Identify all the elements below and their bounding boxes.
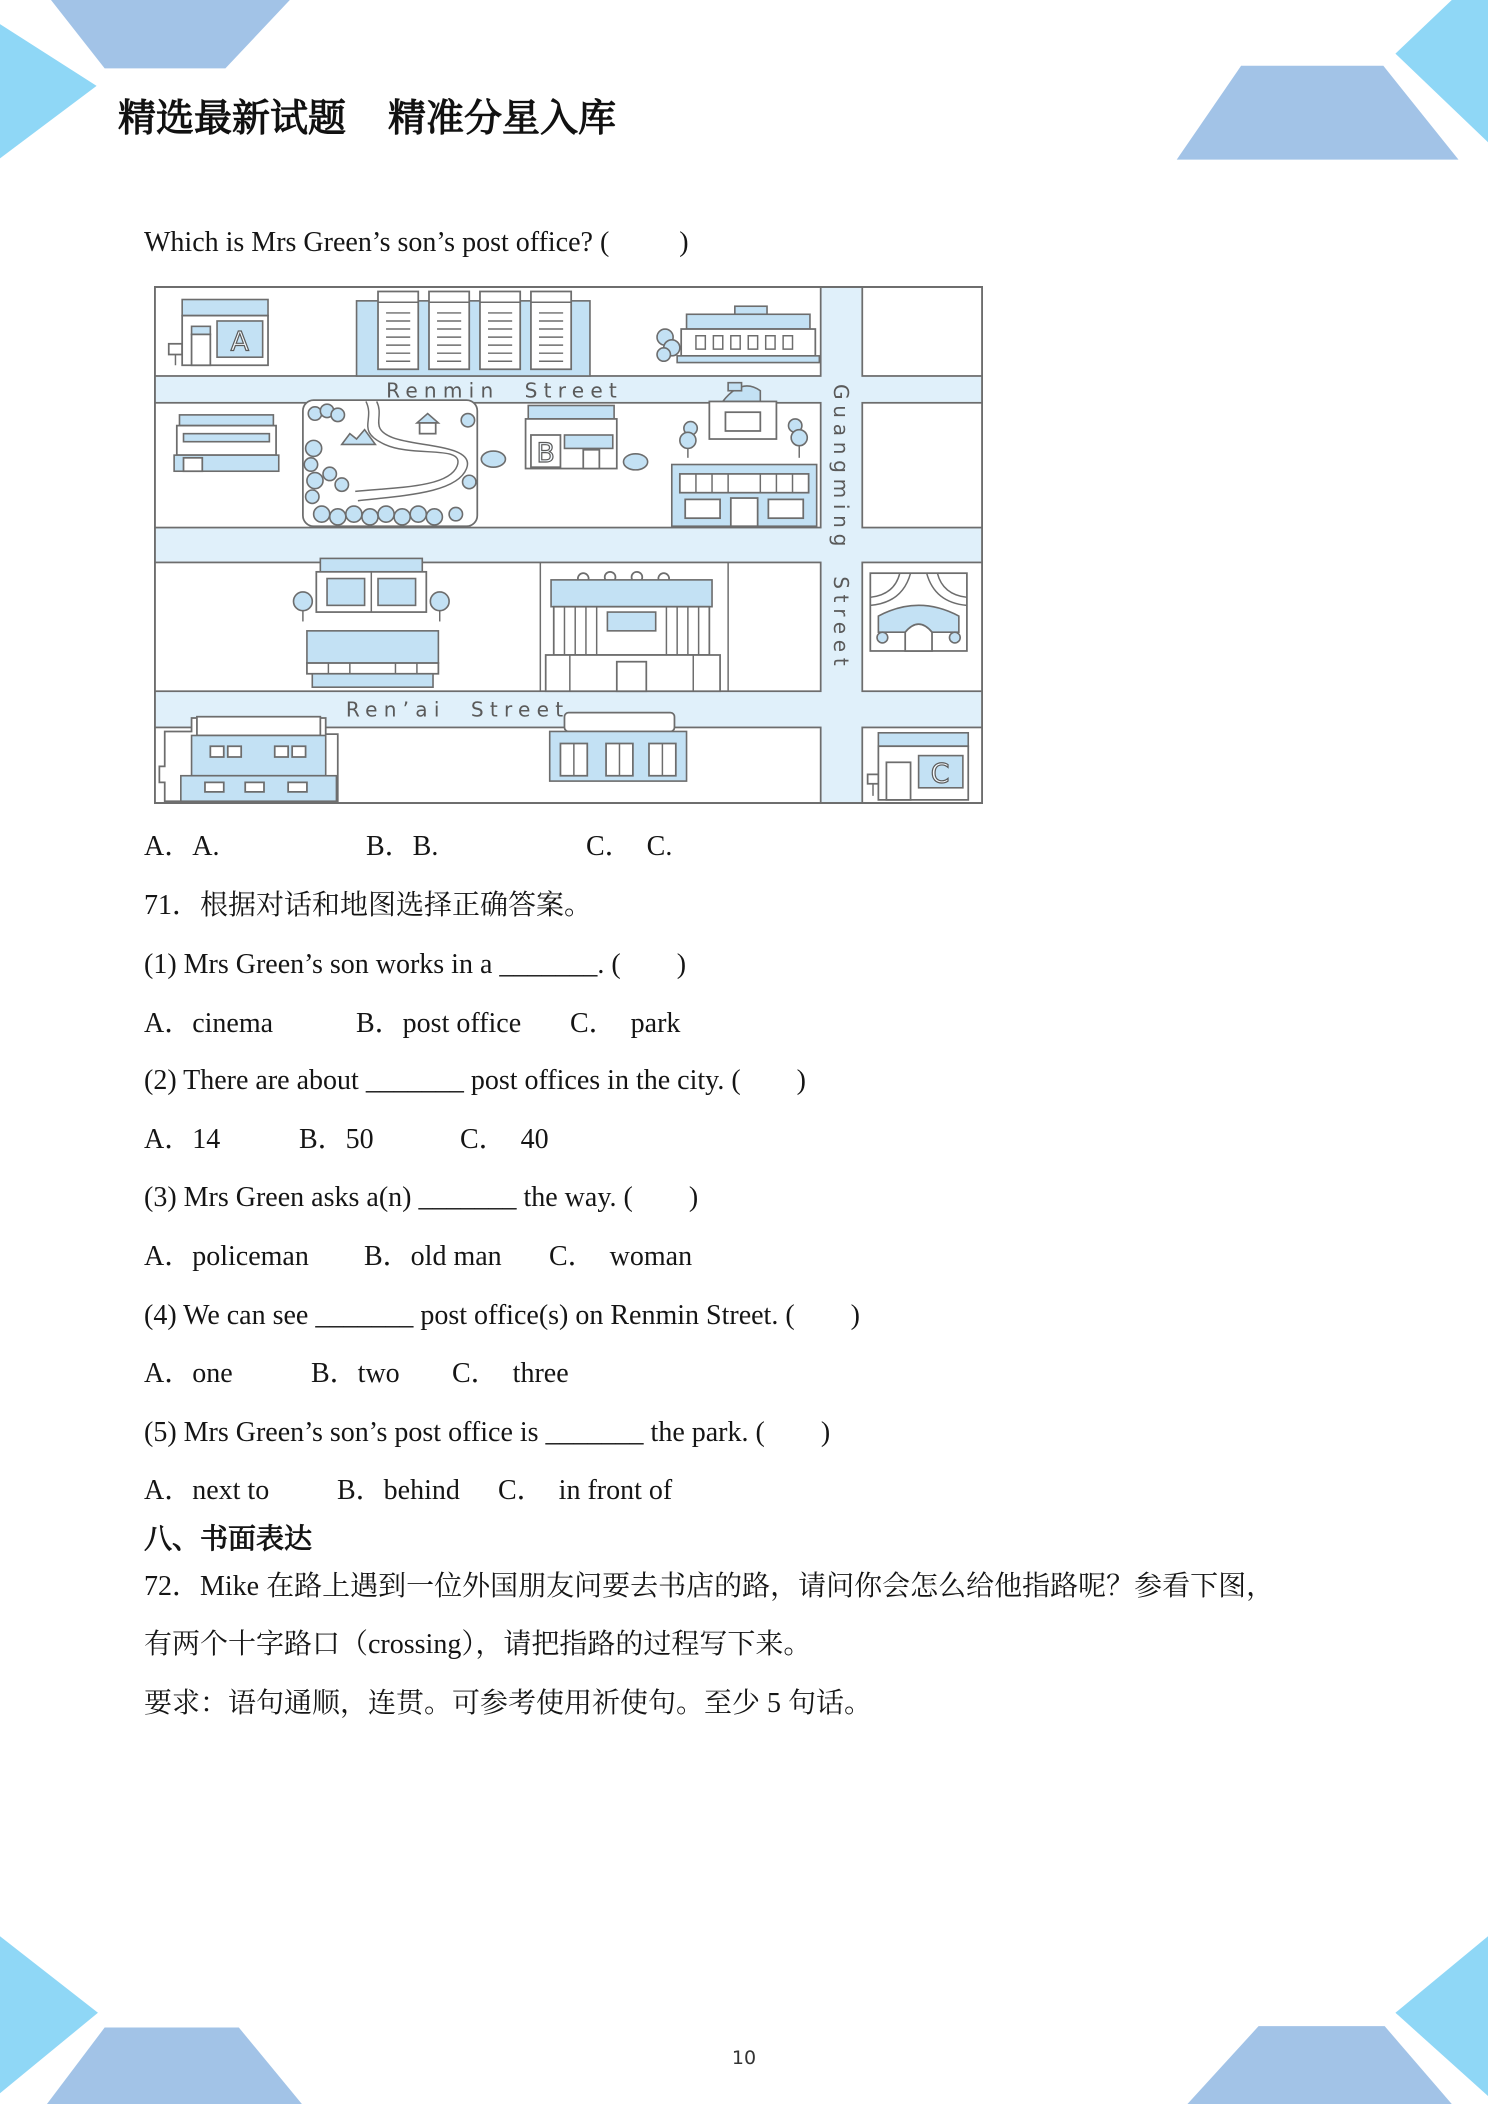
header-title-right: 精准分星入库 — [388, 96, 617, 140]
question-70-options — [144, 830, 1044, 864]
top-left-trapezoid — [51, 0, 290, 68]
option-c: C． woman — [549, 1241, 693, 1272]
option-c: C． three — [452, 1358, 569, 1389]
building-c — [868, 733, 969, 800]
street-map-illustration — [154, 286, 983, 804]
page-header — [118, 95, 616, 141]
row2-left-building — [174, 415, 279, 471]
row4-mid-building — [550, 713, 687, 781]
question-71-5-options — [144, 1474, 1044, 1508]
building-b-letter: B — [536, 437, 555, 469]
header-title-left: 精选最新试题 — [118, 96, 347, 140]
guangming-street-label: Guangming Street — [829, 384, 854, 666]
question-71-5-stem: (5) Mrs Green’s son’s post office is _______ the park. ( ) — [144, 1417, 831, 1448]
question-71-1-stem: (1) Mrs Green’s son works in a _______. ( ) — [144, 949, 687, 980]
renmin-street-label: Renmin Street — [386, 378, 617, 403]
top-left-triangle — [0, 24, 97, 158]
option-b: B．old man — [364, 1241, 502, 1272]
option-a: A．A. — [144, 831, 220, 862]
question-72-line-1: 72．Mike 在路上遇到一位外国朋友问要去书店的路，请问你会怎么给他指路呢？参看下图， — [144, 1571, 1275, 1602]
option-b: B．50 — [299, 1124, 374, 1155]
building-a-letter: A — [230, 326, 250, 358]
option-c: C． in front of — [498, 1475, 673, 1506]
option-a: A．next to — [144, 1475, 270, 1506]
row3-cinema — [546, 572, 720, 691]
option-c: C． park — [570, 1008, 681, 1039]
building-c-letter: C — [930, 758, 950, 790]
section-8-heading: 八、书面表达 — [144, 1522, 313, 1555]
row3-arch-building — [870, 573, 967, 651]
question-71-4-stem: (4) We can see _______ post office(s) on Renmin Street. ( ) — [144, 1300, 860, 1331]
question-71-1-options — [144, 1007, 1044, 1041]
top-right-trapezoid — [1177, 66, 1459, 160]
option-b: B．behind — [337, 1475, 460, 1506]
option-a: A．14 — [144, 1124, 221, 1155]
building-a — [169, 300, 268, 366]
option-c: C． 40 — [460, 1124, 549, 1155]
question-71-3-stem: (3) Mrs Green asks a(n) _______ the way. ( ) — [144, 1182, 699, 1213]
office-building — [357, 291, 590, 376]
renai-street-label: Ren’ai Street — [345, 697, 564, 722]
option-c: C． C. — [586, 831, 673, 862]
question-71-3-options — [144, 1240, 1044, 1274]
option-b: B．B. — [366, 831, 439, 862]
question-72-line-2: 有两个十字路口（crossing），请把指路的过程写下来。 — [144, 1629, 812, 1660]
question-71-4-options — [144, 1357, 1044, 1391]
question-70-stem: Which is Mrs Green’s son’s post office? ( ) — [144, 227, 689, 258]
question-72-requirement: 要求：语句通顺，连贯。可参考使用祈使句。至少 5 句话。 — [144, 1688, 873, 1719]
question-71-2-options — [144, 1123, 1044, 1157]
question-71-title: 71．根据对话和地图选择正确答案。 — [144, 890, 593, 921]
page-number: 10 — [731, 2047, 757, 2069]
option-a: A．cinema — [144, 1008, 274, 1039]
option-b: B．post office — [356, 1008, 522, 1039]
option-a: A．policeman — [144, 1241, 309, 1272]
option-a: A．one — [144, 1358, 233, 1389]
question-71-2-stem: (2) There are about _______ post offices in the city. ( ) — [144, 1065, 806, 1096]
option-b: B．two — [311, 1358, 400, 1389]
park — [303, 400, 477, 526]
